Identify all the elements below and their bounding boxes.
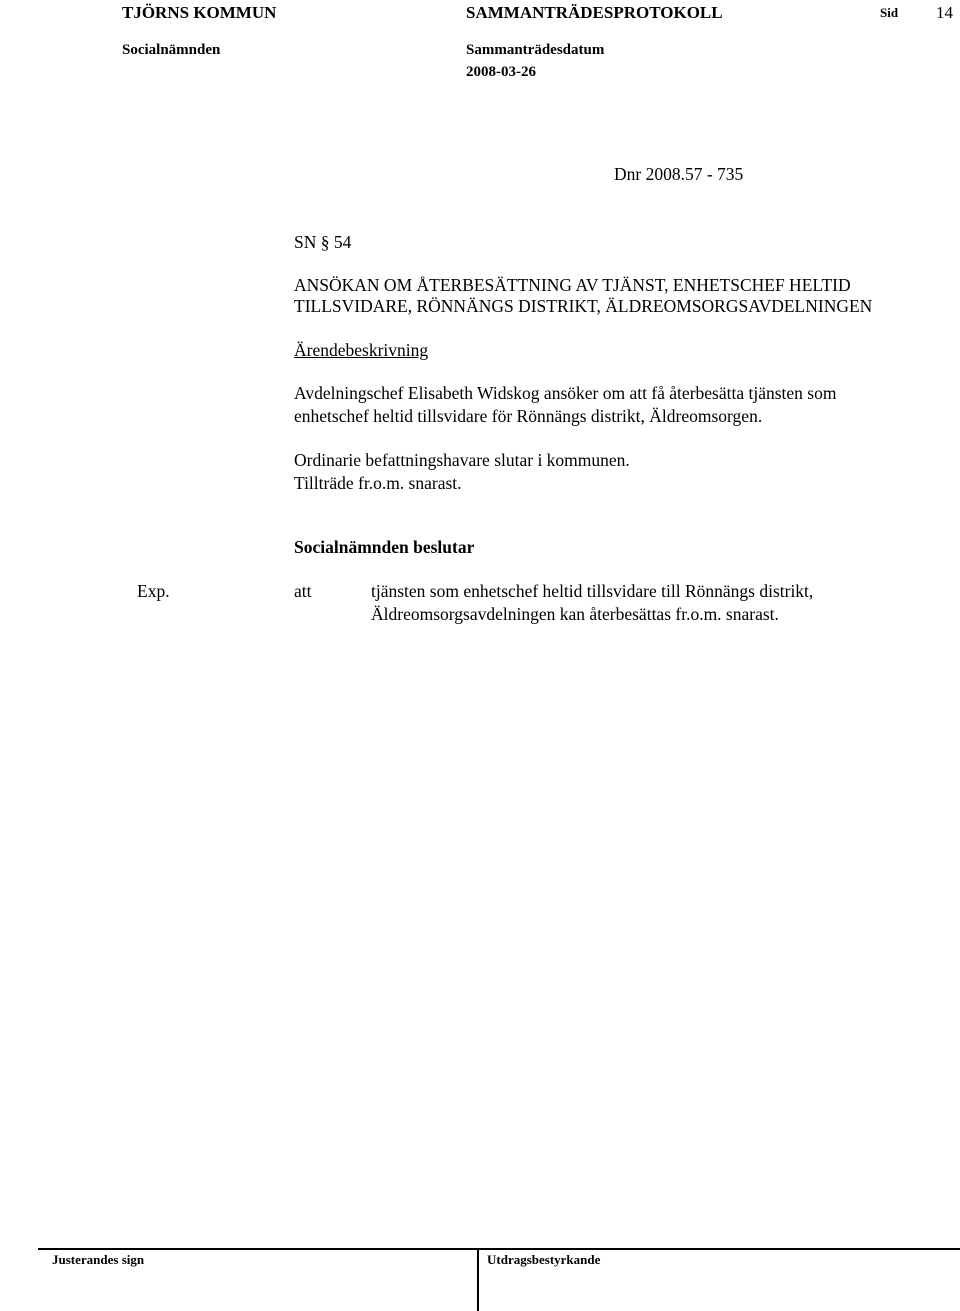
att-label: att — [294, 581, 312, 601]
description-p1-line-2: enhetschef heltid tillsvidare för Rönnängs distrikt, Äldreomsorgen. — [294, 406, 763, 426]
paragraph-number: SN § 54 — [294, 232, 352, 252]
meeting-date-label: Sammanträdesdatum — [466, 42, 605, 58]
decision-line-1: tjänsten som enhetschef heltid tillsvidare till Rönnängs distrikt, — [371, 581, 814, 601]
decision-heading: Socialnämnden beslutar — [294, 537, 475, 557]
case-title-line-2: TILLSVIDARE, RÖNNÄNGS DISTRIKT, ÄLDREOMSORGSAVDELNINGEN — [294, 296, 873, 316]
decision-line-2: Äldreomsorgsavdelningen kan återbesättas fr.o.m. snarast. — [371, 604, 779, 624]
description-p2-line-2: Tillträde fr.o.m. snarast. — [294, 473, 462, 493]
doc-type: SAMMANTRÄDESPROTOKOLL — [466, 3, 723, 22]
description-heading: Ärendebeskrivning — [294, 340, 429, 360]
org-name: TJÖRNS KOMMUN — [122, 3, 277, 22]
description-p2-line-1: Ordinarie befattningshavare slutar i kommunen. — [294, 450, 630, 470]
description-p1-line-1: Avdelningschef Elisabeth Widskog ansöker om att få återbesätta tjänsten som — [294, 383, 837, 403]
dnr: Dnr 2008.57 - 735 — [614, 164, 744, 184]
footer-rule — [38, 1248, 960, 1250]
utdragsbestyrkande-label: Utdragsbestyrkande — [487, 1252, 601, 1267]
exp-label: Exp. — [137, 581, 170, 601]
page-number: 14 — [936, 3, 953, 22]
page-label: Sid — [880, 5, 899, 20]
case-title-line-1: ANSÖKAN OM ÅTERBESÄTTNING AV TJÄNST, ENHETSCHEF HELTID — [294, 275, 851, 295]
justerandes-sign-label: Justerandes sign — [52, 1252, 145, 1267]
committee-name: Socialnämnden — [122, 42, 221, 58]
meeting-date: 2008-03-26 — [466, 64, 536, 80]
footer-divider — [477, 1248, 479, 1311]
